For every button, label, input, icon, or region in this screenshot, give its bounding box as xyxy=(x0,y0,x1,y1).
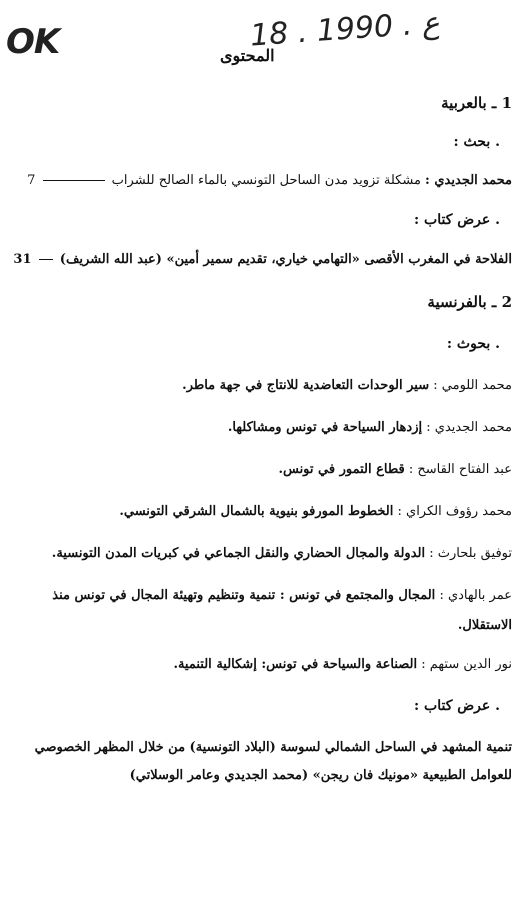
entry-author: محمد الجديدي : xyxy=(426,420,512,435)
entry-title: سير الوحدات التعاضدية للانتاج في جهة ماطر. xyxy=(182,378,430,393)
entry-author: نور الدين ستهم : xyxy=(421,657,512,672)
entry-author: عبد الفتاح القاسح : xyxy=(408,462,512,477)
entry-author: محمد اللومي : xyxy=(433,378,512,393)
entry-title: المجال والمجتمع في تونس : تنمية وتنظيم وتهيئة المجال في تونس منذ xyxy=(52,588,436,603)
section-heading-arabic: 1 ـ بالعربية xyxy=(441,94,512,112)
entry-title: الخطوط المورفو بنيوية بالشمال الشرقي التونسي. xyxy=(119,504,394,519)
leader-line xyxy=(39,259,53,260)
toc-entry-7 xyxy=(52,546,512,561)
entry-title: إزدهار السياحة في تونس ومشاكلها. xyxy=(227,420,423,435)
entry-title: الصناعة والسياحة في تونس: إشكالية التنمية. xyxy=(173,657,418,672)
book-review-label: . عرض كتاب : xyxy=(413,698,500,714)
toc-entry-6 xyxy=(119,504,512,519)
page-title: المحتوى xyxy=(220,46,275,65)
toc-entry-1 xyxy=(12,173,512,188)
entry-title: مشكلة تزويد مدن الساحل التونسي بالماء الصالح للشراب xyxy=(111,173,421,188)
research-label: . بحث : xyxy=(453,134,500,150)
entry-page: 31 xyxy=(13,252,32,267)
toc-entry-8-continued xyxy=(458,618,512,633)
handwritten-ok-mark: OK xyxy=(6,22,60,62)
entry-title: الدولة والمجال الحضاري والنقل الجماعي في كبريات المدن التونسية. xyxy=(51,546,426,561)
leader-line xyxy=(43,180,105,181)
entry-title-continued: الاستقلال. xyxy=(457,618,512,633)
toc-entry-8 xyxy=(12,588,512,603)
toc-entry-10-continued: للعوامل الطبيعية «مونيك فان ريجن» (محمد الجديدي وعامر الوسلاتي) xyxy=(129,768,512,783)
book-review-label: . عرض كتاب : xyxy=(413,212,500,228)
handwritten-date: 18 . ع . 1990 xyxy=(249,5,441,54)
research-label: . بحوث : xyxy=(446,336,500,352)
toc-entry-5 xyxy=(278,462,512,477)
toc-entry-3 xyxy=(182,378,512,393)
entry-author: عمر بالهادي : xyxy=(439,588,512,603)
entry-author: محمد الجديدي : xyxy=(425,173,512,188)
toc-entry-9 xyxy=(173,657,512,672)
entry-page: 7 xyxy=(27,173,36,188)
entry-title: الفلاحة في المغرب الأقصى «التهامي خياري، تقديم سمير أمين» (عبد الله الشريف) xyxy=(59,252,512,267)
toc-entry-2 xyxy=(12,252,512,267)
toc-entry-4 xyxy=(228,420,512,435)
entry-title: قطاع التمور في تونس. xyxy=(278,462,405,477)
toc-entry-10: تنمية المشهد في الساحل الشمالي لسوسة (البلاد التونسية) من خلال المظهر الخصوصي xyxy=(34,740,512,755)
section-heading-french: 2 ـ بالفرنسية xyxy=(427,293,512,311)
entry-author: توفيق بلحارث : xyxy=(429,546,512,561)
entry-author: محمد رؤوف الكراي : xyxy=(397,504,512,519)
